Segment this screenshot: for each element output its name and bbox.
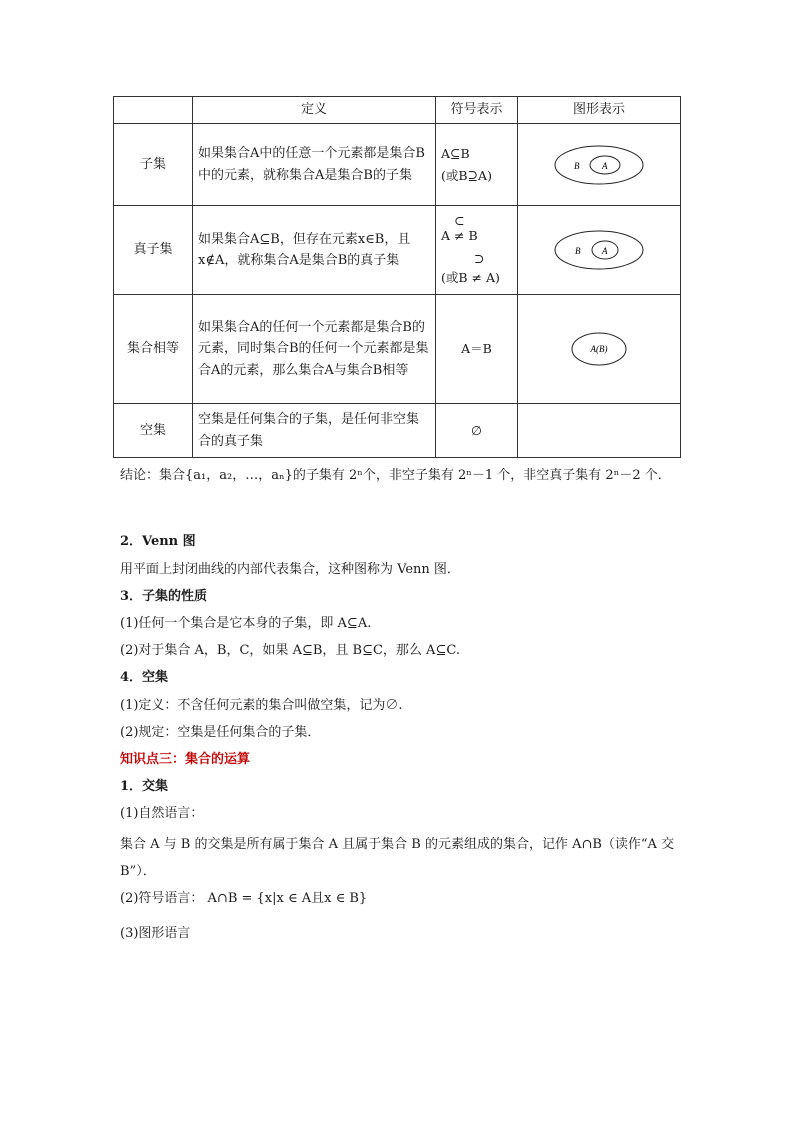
subset-property-2: (2)对于集合 A，B，C，如果 A⊆B，且 B⊆C，那么 A⊆C. [120, 643, 460, 658]
row-name: 真子集 [114, 206, 193, 295]
row-name: 子集 [114, 124, 193, 206]
table-row-equal-sets [114, 295, 681, 404]
graphic-language-label: (3)图形语言 [120, 926, 191, 941]
empty-set-definition: (1)定义：不含任何元素的集合叫做空集，记为∅. [120, 698, 403, 713]
header-cell-empty [114, 97, 193, 124]
outer-set-ellipse [555, 146, 643, 184]
set-relations-table [113, 96, 681, 458]
symbolic-language: (2)符号语言： A∩B = {x|x ∈ A且x ∈ B} [120, 891, 368, 906]
row-diagram [518, 124, 681, 206]
symbol-line: (或B⊇A) [441, 167, 492, 183]
header-cell-symbol: 符号表示 [436, 97, 518, 124]
row-definition: 如果集合A中的任意一个元素都是集合B中的元素，就称集合A是集合B的子集 [193, 124, 436, 206]
row-name: 集合相等 [114, 295, 193, 404]
table-row-empty-set [114, 404, 681, 458]
header-cell-definition: 定义 [193, 97, 436, 124]
table-row-proper-subset [114, 206, 681, 295]
row-definition: 如果集合A⊆B，但存在元素x∈B，且x∉A，就称集合A是集合B的真子集 [193, 206, 436, 295]
venn-definition: 用平面上封闭曲线的内部代表集合，这种图称为 Venn 图． [120, 562, 460, 577]
symbol-line: ∅ [471, 422, 482, 438]
row-name: 空集 [114, 404, 193, 458]
symbol-line: A＝B [461, 341, 492, 357]
header-cell-diagram: 图形表示 [518, 97, 681, 124]
row-symbol [436, 124, 518, 206]
subset-properties-heading: 3．子集的性质 [120, 589, 208, 604]
proper-subset-venn-diagram [553, 228, 645, 272]
symbol-line: ⊂ [454, 213, 465, 228]
symbol-line: ⊃ [474, 251, 485, 266]
row-symbol [436, 404, 518, 458]
table-row-subset [114, 124, 681, 206]
outer-set-label: B [574, 160, 580, 171]
conclusion-text: 结论：集合{a₁，a₂，…，aₙ}的子集有 2ⁿ个，非空子集有 2ⁿ－1 个，非空真子集有 2ⁿ－2 个． [120, 468, 671, 483]
intersection-heading: 1．交集 [120, 779, 169, 794]
subset-property-1: (1)任何一个集合是它本身的子集，即 A⊆A. [120, 616, 372, 631]
row-definition: 空集是任何集合的子集，是任何非空集合的真子集 [193, 404, 436, 458]
row-diagram [518, 206, 681, 295]
row-diagram [518, 295, 681, 404]
row-symbol [436, 206, 518, 295]
row-definition: 如果集合A的任何一个元素都是集合B的元素，同时集合B的任何一个元素都是集合A的元素，那么集合A与集合B相等 [193, 295, 436, 404]
table-header-row [114, 97, 681, 124]
natural-language-label: (1)自然语言： [120, 806, 204, 821]
symbol-line: (或B ≠ A) [441, 270, 500, 285]
symbol-line: A ≠ B [441, 228, 478, 243]
set-label: A(B) [590, 344, 608, 354]
empty-set-rule: (2)规定：空集是任何集合的子集． [120, 725, 321, 740]
outer-set-ellipse [555, 231, 643, 269]
outer-set-label: B [575, 246, 581, 256]
knowledge-point-heading: 知识点三：集合的运算 [120, 752, 251, 767]
equal-sets-venn-diagram [570, 330, 628, 368]
venn-heading: 2．Venn 图 [120, 534, 196, 549]
inner-set-label: A [602, 246, 608, 256]
row-diagram-empty [518, 404, 681, 458]
empty-set-heading: 4．空集 [120, 670, 169, 685]
inner-set-label: A [602, 160, 608, 171]
intersection-definition: 集合 A 与 B 的交集是所有属于集合 A 且属于集合 B 的元素组成的集合，记作 A∩B（读作“A 交 B”）． [120, 837, 675, 879]
symbol-line: A⊆B [441, 146, 470, 161]
subset-venn-diagram [553, 143, 645, 187]
row-symbol [436, 295, 518, 404]
